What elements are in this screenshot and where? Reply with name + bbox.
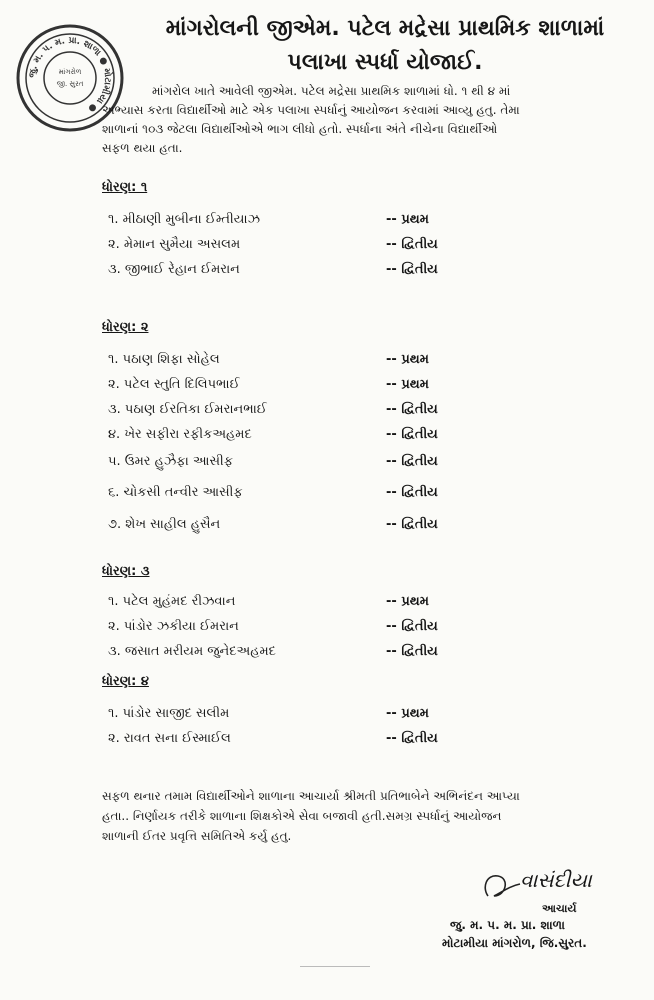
- student-name: ૧. પટેલ મુહંમદ રીઝવાન: [108, 594, 236, 609]
- result-row: [102, 447, 522, 477]
- result-row: [102, 397, 522, 422]
- signature-name: વાસંદીયા: [520, 868, 592, 892]
- student-name: ૨. પટેલ સ્તુતિ દિલિપભાઈ: [108, 377, 240, 392]
- svg-text:જી. સુરત: જી. સુરત: [56, 80, 84, 88]
- student-rank: -- દ્વિતીય: [386, 262, 438, 277]
- student-rank: -- પ્રથમ: [386, 706, 429, 721]
- intro-line: શાળાનાં ૧૦૩ જેટલા વિદ્યાર્થીઓએ ભાગ લીધો હતો. સ્પર્ધાના અંતે નીચેના વિદ્યાર્થીઓ: [102, 122, 498, 136]
- result-row: [102, 726, 522, 751]
- closing-line: સફળ થનાર તમામ વિદ્યાર્થીઓને શાળાના આચાર્યા શ્રીમતી પ્રતિભાબેને અભિનંદન આપ્યા: [102, 789, 520, 803]
- student-rank: -- પ્રથમ: [386, 352, 429, 367]
- closing-line: શાળાની ઈતર પ્રવૃત્તિ સમિતિએ કર્યુ હતુ.: [102, 829, 292, 843]
- student-name: ૨. પાંડોર ઝકીયા ઈમરાન: [108, 619, 239, 634]
- divider: [300, 966, 370, 967]
- result-row: [102, 207, 522, 232]
- student-name: ૬. ચોકસી તન્વીર આસીફ: [108, 485, 243, 500]
- signature-org-line-1: જુ. મ. પ. મ. પ્રા. શાળા: [450, 918, 565, 932]
- signature-role: આચાર્ય: [542, 902, 577, 915]
- section-std-3: [102, 560, 522, 664]
- result-row: [102, 509, 522, 541]
- intro-line: અભ્યાસ કરતા વિદ્યાર્થીઓ માટે એક પલાખા સ્પર્ધાનું આયોજન કરવામાં આવ્યુ હતુ. તેમા: [102, 103, 520, 117]
- student-name: ૭. શેખ સાહીલ હુસૈન: [108, 517, 221, 532]
- result-row: [102, 639, 522, 664]
- student-name: ૨. રાવત સના ઈસ્માઈલ: [108, 731, 231, 746]
- signature-block: [442, 866, 640, 956]
- title-line-1: માંગરોલની જીએમ. પટેલ મદ્રેસા પ્રાથમિક શાળામાં: [165, 16, 605, 41]
- closing-line: હતા.. નિર્ણાયક તરીકે શાળાના શિક્ષકોએ સેવા બજાવી હતી.સમગ્ર સ્પર્ધાનું આયોજન: [102, 809, 502, 823]
- student-rank: -- પ્રથમ: [386, 594, 429, 609]
- section-heading: ધોરણ: ૨: [102, 320, 149, 335]
- title-line-2: પલાખા સ્પર્ધા યોજાઈ.: [287, 50, 483, 75]
- result-row: [102, 614, 522, 639]
- student-name: ૧. પઠાણ શિફા સોહેલ: [108, 352, 220, 367]
- svg-text:માંગરોળ: માંગરોળ: [58, 68, 82, 76]
- student-rank: -- દ્વિતીય: [386, 485, 438, 500]
- student-name: ૩. જીભાઈ રેહાન ઈમરાન: [108, 262, 240, 277]
- intro-line: સફળ થયા હતા.: [102, 141, 183, 155]
- result-row: [102, 347, 522, 372]
- intro-line: માંગરોલ ખાતે આવેલી જીએમ. પટેલ મદ્રેસા પ્રાથમિક શાળામાં ધો. ૧ થી ૪ માં: [152, 84, 511, 98]
- student-name: ૧. પાંડોર સાજીદ સલીમ: [108, 706, 230, 721]
- section-std-2: [102, 316, 522, 541]
- student-name: ૩. પઠાણ ઈરતિકા ઈમરાનભાઈ: [108, 402, 267, 417]
- student-name: ૪. ખેર સફીરા રફીકઅહમદ: [108, 427, 252, 442]
- student-name: ૩. જસાત મરીયમ જુનેદઅહમદ: [108, 644, 276, 659]
- result-row: [102, 422, 522, 447]
- student-rank: -- દ્વિતીય: [386, 454, 438, 469]
- student-rank: -- દ્વિતીય: [386, 731, 438, 746]
- student-name: ૨. મેમાન સુમૈયા અસલમ: [108, 237, 241, 252]
- section-heading: ધોરણ: ૧: [102, 180, 148, 195]
- intro-paragraph: [102, 82, 632, 158]
- result-row: [102, 701, 522, 726]
- result-row: [102, 232, 522, 257]
- student-rank: -- દ્વિતીય: [386, 427, 438, 442]
- signature-org-line-2: મોટામીયા માંગરોળ, જિ.સુરત.: [442, 936, 587, 950]
- section-heading: ધોરણ: ૪: [102, 674, 149, 689]
- student-rank: -- દ્વિતીય: [386, 644, 438, 659]
- student-rank: -- દ્વિતીય: [386, 619, 438, 634]
- section-heading: ધોરણ: ૩: [102, 564, 150, 579]
- student-rank: -- દ્વિતીય: [386, 517, 438, 532]
- student-rank: -- પ્રથમ: [386, 377, 429, 392]
- section-std-4: [102, 670, 522, 751]
- result-row: [102, 372, 522, 397]
- student-rank: -- દ્વિતીય: [386, 237, 438, 252]
- closing-paragraph: [102, 786, 632, 846]
- result-row: [102, 589, 522, 614]
- section-std-1: [102, 176, 522, 282]
- student-rank: -- પ્રથમ: [386, 212, 429, 227]
- student-name: ૧. મીઠાણી મુબીના ઈમ્તીયાઝ: [108, 212, 261, 227]
- student-rank: -- દ્વિતીય: [386, 402, 438, 417]
- student-name: ૫. ઉમર હુઝૈફા આસીફ: [108, 454, 233, 469]
- result-row: [102, 477, 522, 509]
- svg-text:જુ. મ. પ. મ. પ્રા. શાળા ● મોટા: જુ. મ. પ. મ. પ્રા. શાળા ● મોટામીયા ●: [27, 35, 113, 114]
- result-row: [102, 257, 522, 282]
